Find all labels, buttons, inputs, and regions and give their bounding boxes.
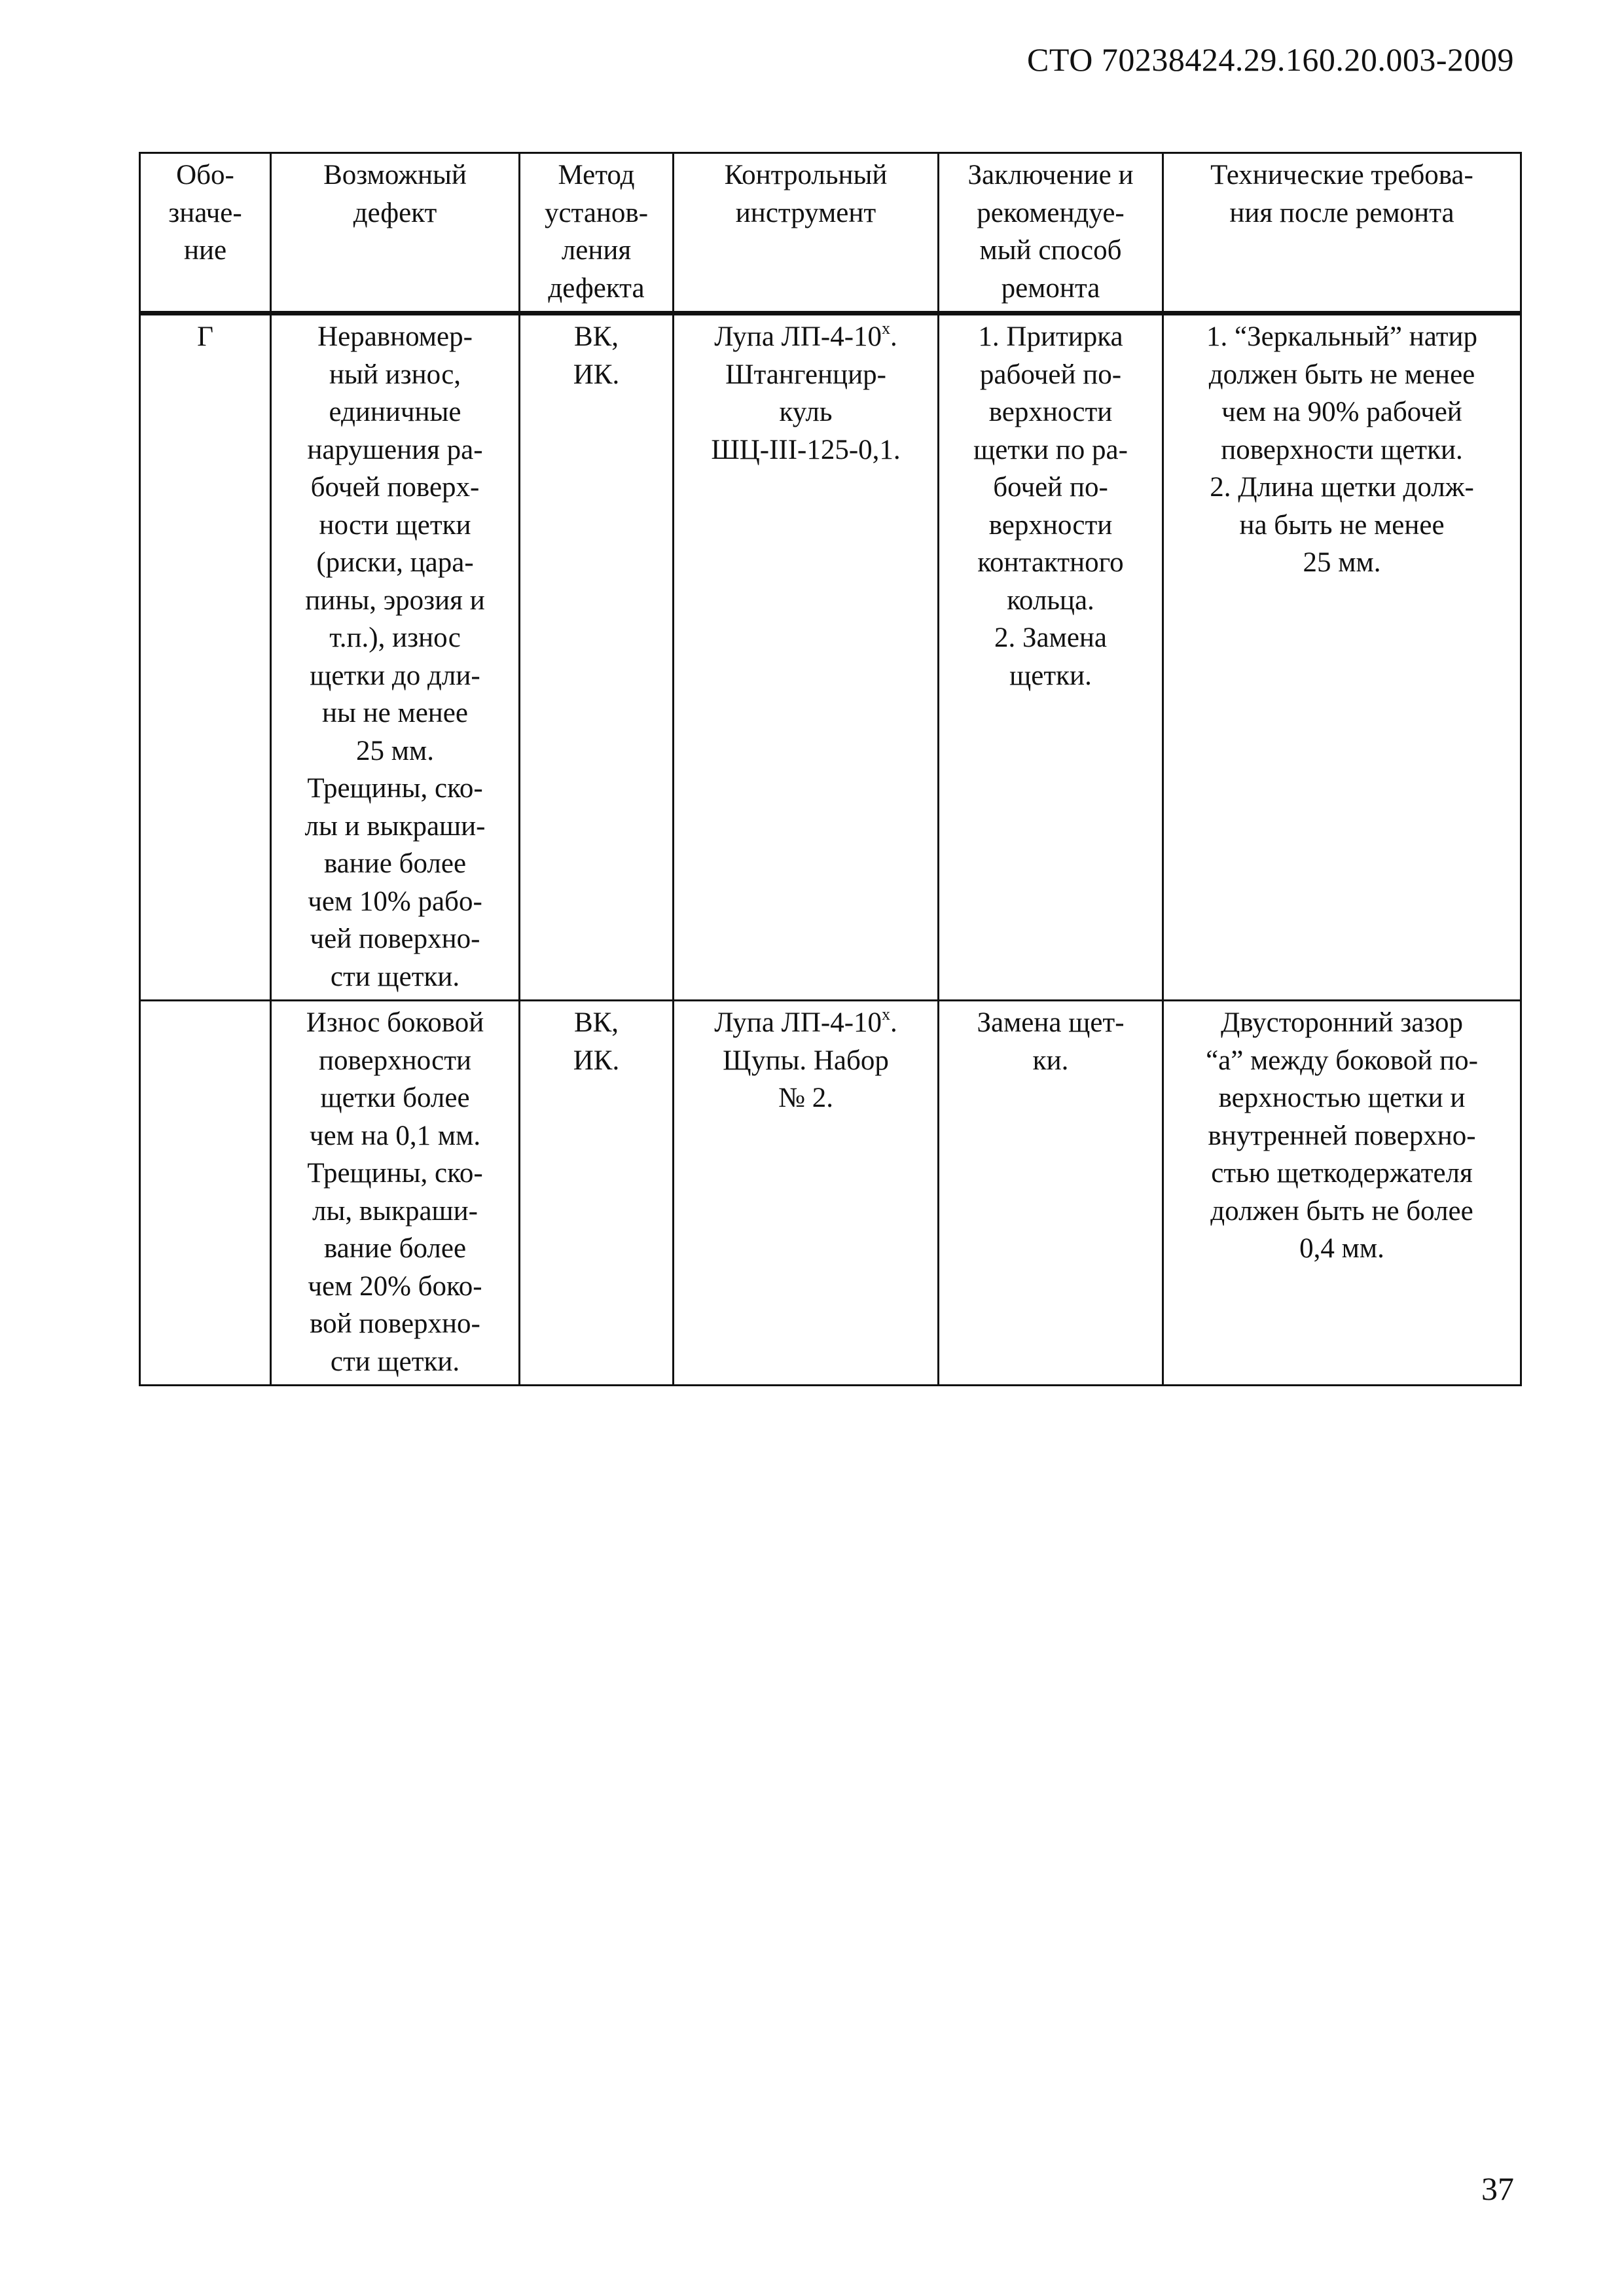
cell-defect: Неравномер- ный износ, единичные нарушения ра- бочей поверх- ности щетки (риски, цара- пины, эрозия и т.п.), износ щетки до дли- ны не менее 25 мм. Трещины, ско- лы и выкраши- вание более чем 10% рабо- чей поверхно- сти щетки.: [271, 314, 520, 1001]
column-header-requirements: Технические требова- ния после ремонта: [1163, 153, 1521, 314]
cell-tool: [674, 314, 939, 1001]
cell-tool: [674, 1001, 939, 1386]
tool-superscript: x: [882, 319, 891, 338]
cell-designation: Г: [140, 314, 271, 1001]
table-row: [140, 1001, 1521, 1386]
page-number: 37: [1481, 2170, 1514, 2207]
table-row: [140, 314, 1521, 1001]
cell-method: ВК, ИК.: [520, 1001, 674, 1386]
cell-conclusion: Замена щет- ки.: [939, 1001, 1163, 1386]
tool-name: Лупа ЛП-4-10: [714, 1007, 882, 1038]
cell-method: ВК, ИК.: [520, 314, 674, 1001]
tool-superscript: x: [882, 1005, 891, 1024]
tool-rest: . Штангенцир- куль ШЦ-III-125-0,1.: [711, 321, 901, 465]
cell-conclusion: 1. Притирка рабочей по- верхности щетки по ра- бочей по- верхности контактного кольца. 2. Замена щетки.: [939, 314, 1163, 1001]
column-header-method: Метод установ- ления дефекта: [520, 153, 674, 314]
cell-defect: Износ боковой поверхности щетки более чем на 0,1 мм. Трещины, ско- лы, выкраши- вание более чем 20% боко- вой поверхно- сти щетки.: [271, 1001, 520, 1386]
column-header-tool: Контрольный инструмент: [674, 153, 939, 314]
table-header: [140, 153, 1521, 314]
tool-name: Лупа ЛП-4-10: [714, 321, 882, 352]
defects-table: [139, 152, 1522, 1386]
table-body: [140, 314, 1521, 1386]
column-header-conclusion: Заключение и рекомендуе- мый способ ремонта: [939, 153, 1163, 314]
column-header-defect: Возможный дефект: [271, 153, 520, 314]
cell-requirements: Двусторонний зазор “а” между боковой по- верхностью щетки и внутренней поверхно- стью щеткодержателя должен быть не более 0,4 мм.: [1163, 1001, 1521, 1386]
cell-requirements: 1. “Зеркальный” натир должен быть не менее чем на 90% рабочей поверхности щетки. 2. Длина щетки долж- на быть не менее 25 мм.: [1163, 314, 1521, 1001]
tool-rest: . Щупы. Набор № 2.: [723, 1007, 897, 1113]
header-row: [140, 153, 1521, 314]
cell-designation: [140, 1001, 271, 1386]
column-header-designation: Обо- значе- ние: [140, 153, 271, 314]
document-code: СТО 70238424.29.160.20.003-2009: [1027, 41, 1514, 78]
